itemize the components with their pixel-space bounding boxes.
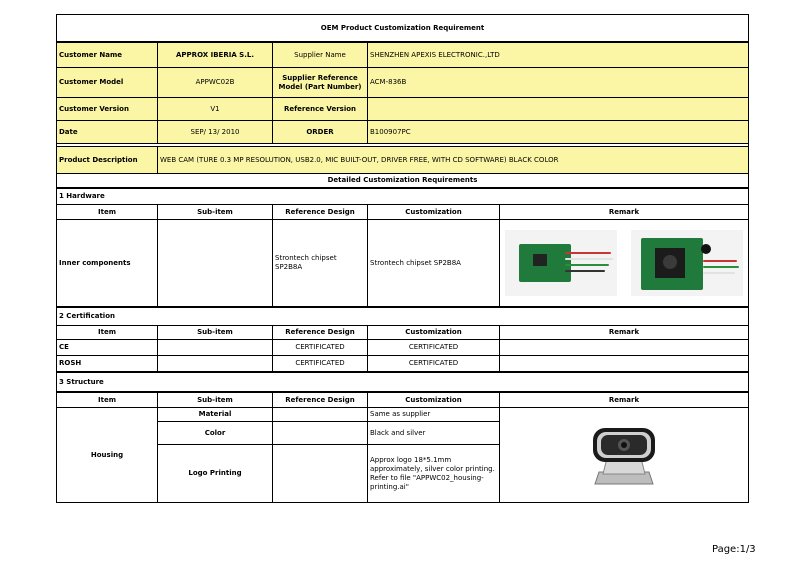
- product-description-value: WEB CAM (TURE 0.3 MP RESOLUTION, USB2.0, MIC BUILT-OUT, DRIVER FREE, WITH CD SOFTWARE) BLACK COLOR: [158, 147, 749, 174]
- cert-reference-design: CERTIFICATED: [273, 356, 368, 373]
- hardware-reference-design: Strontech chipset SP2B8A: [273, 220, 368, 308]
- col-item: Item: [57, 392, 158, 408]
- customer-model-label: Customer Model: [57, 68, 158, 98]
- col-customization: Customization: [368, 326, 500, 340]
- hardware-item: Inner components: [57, 220, 158, 308]
- hardware-remark: [500, 220, 749, 308]
- customer-version-label: Customer Version: [57, 98, 158, 121]
- col-remark: Remark: [500, 392, 749, 408]
- date-value: SEP/ 13/ 2010: [158, 121, 273, 144]
- order-value: B100907PC: [368, 121, 749, 144]
- col-sub-item: Sub-item: [158, 392, 273, 408]
- structure-reference-design: [273, 445, 368, 503]
- section-certification: 2 Certification: [57, 307, 749, 326]
- col-reference-design: Reference Design: [273, 205, 368, 220]
- col-reference-design: Reference Design: [273, 326, 368, 340]
- structure-customization-color: Black and silver: [368, 422, 500, 445]
- order-label: ORDER: [273, 121, 368, 144]
- col-item: Item: [57, 326, 158, 340]
- structure-reference-design: [273, 408, 368, 422]
- cert-sub-item: [158, 340, 273, 356]
- cert-sub-item: [158, 356, 273, 373]
- structure-sub-item-color: Color: [158, 422, 273, 445]
- structure-reference-design: [273, 422, 368, 445]
- structure-customization-logo: Approx logo 18*5.1mm approximately, silver color printing. Refer to file "APPWC02_housing-printing.ai": [368, 445, 500, 503]
- structure-customization-material: Same as supplier: [368, 408, 500, 422]
- structure-sub-item-material: Material: [158, 408, 273, 422]
- structure-sub-item-logo-printing: Logo Printing: [158, 445, 273, 503]
- structure-remark: [500, 408, 749, 503]
- cert-item-rosh: ROSH: [57, 356, 158, 373]
- date-label: Date: [57, 121, 158, 144]
- page-number: Page:1/3: [712, 544, 756, 555]
- supplier-name-value: SHENZHEN APEXIS ELECTRONIC.,LTD: [368, 42, 749, 68]
- cert-remark: [500, 356, 749, 373]
- supplier-ref-label: Supplier Reference Model (Part Number): [273, 68, 368, 98]
- col-sub-item: Sub-item: [158, 205, 273, 220]
- col-sub-item: Sub-item: [158, 326, 273, 340]
- pcb-photo-front: [631, 230, 743, 296]
- product-description-label: Product Description: [57, 147, 158, 174]
- section-hardware: 1 Hardware: [57, 188, 749, 205]
- requirement-sheet: [56, 14, 749, 503]
- col-customization: Customization: [368, 205, 500, 220]
- col-remark: Remark: [500, 205, 749, 220]
- reference-version-label: Reference Version: [273, 98, 368, 121]
- hardware-customization: Strontech chipset SP2B8A: [368, 220, 500, 308]
- col-remark: Remark: [500, 326, 749, 340]
- structure-item-housing: Housing: [57, 408, 158, 503]
- supplier-ref-value: ACM-836B: [368, 68, 749, 98]
- customer-version-value: V1: [158, 98, 273, 121]
- detailed-title: Detailed Customization Requirements: [57, 174, 749, 189]
- webcam-photo: [579, 418, 669, 492]
- cert-item-ce: CE: [57, 340, 158, 356]
- cert-customization: CERTIFICATED: [368, 340, 500, 356]
- cert-reference-design: CERTIFICATED: [273, 340, 368, 356]
- reference-version-value: [368, 98, 749, 121]
- supplier-name-label: Supplier Name: [273, 42, 368, 68]
- col-reference-design: Reference Design: [273, 392, 368, 408]
- document-title: OEM Product Customization Requirement: [57, 15, 749, 43]
- customer-name-value: APPROX IBERIA S.L.: [158, 42, 273, 68]
- customer-model-value: APPWC02B: [158, 68, 273, 98]
- cert-customization: CERTIFICATED: [368, 356, 500, 373]
- cert-remark: [500, 340, 749, 356]
- col-customization: Customization: [368, 392, 500, 408]
- customer-name-label: Customer Name: [57, 42, 158, 68]
- pcb-photo-back: [505, 230, 617, 296]
- hardware-sub-item: [158, 220, 273, 308]
- col-item: Item: [57, 205, 158, 220]
- section-structure: 3 Structure: [57, 372, 749, 392]
